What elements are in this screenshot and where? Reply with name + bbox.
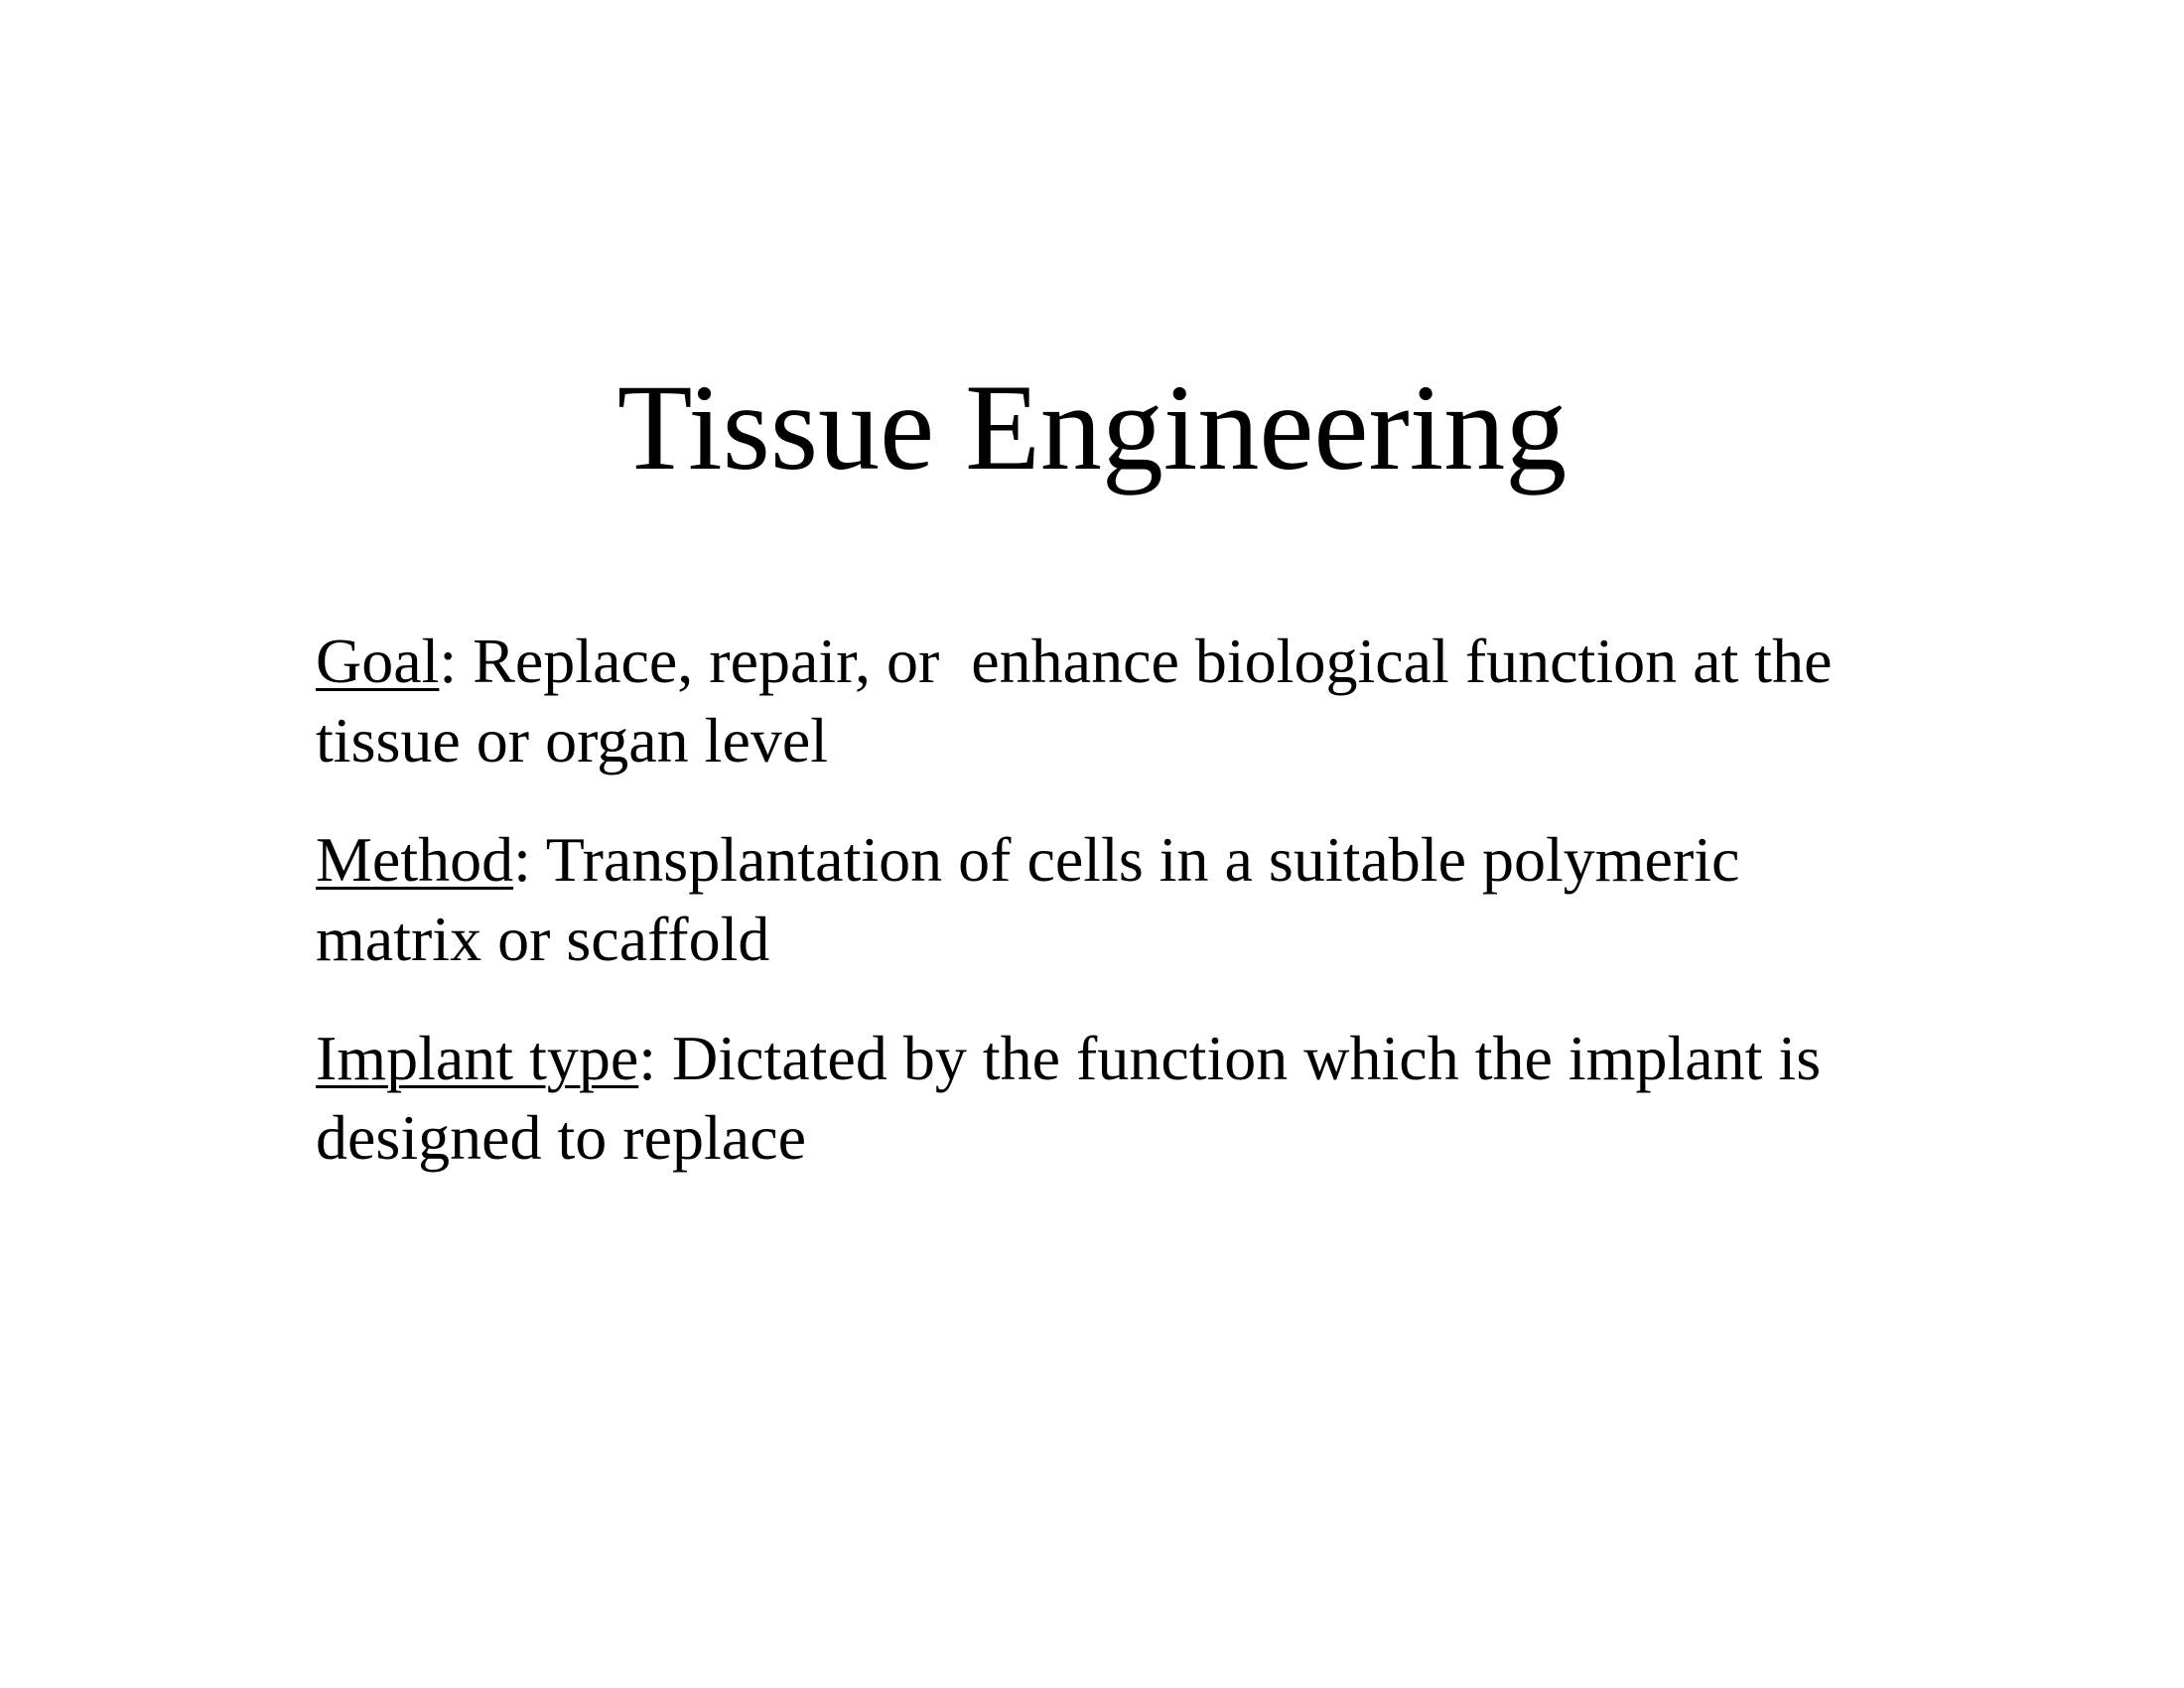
method-separator: :	[513, 824, 531, 895]
method-paragraph	[316, 820, 2003, 979]
method-text-1: Transplantation of cells in a suitable polymeric	[530, 824, 1740, 895]
implant-type-line-1	[316, 1019, 2003, 1098]
method-line-1	[316, 820, 2003, 900]
goal-separator: :	[439, 626, 458, 696]
goal-line-1	[316, 622, 2003, 701]
goal-text-2: tissue or organ level	[316, 705, 829, 775]
goal-term: Goal	[316, 626, 440, 696]
slide-body	[316, 622, 2003, 1217]
implant-type-paragraph	[316, 1019, 2003, 1178]
goal-text-1: Replace, repair, or enhance biological function at the	[457, 626, 1833, 696]
slide-title: Tissue Engineering	[616, 359, 1568, 496]
implant-type-text-2: designed to replace	[316, 1102, 806, 1173]
implant-type-term: Implant type	[316, 1023, 639, 1093]
method-term: Method	[316, 824, 514, 895]
method-text-2: matrix or scaffold	[316, 904, 770, 974]
implant-type-separator: :	[638, 1023, 657, 1093]
implant-type-text-1: Dictated by the function which the implant is	[656, 1023, 1822, 1093]
goal-paragraph	[316, 622, 2003, 780]
